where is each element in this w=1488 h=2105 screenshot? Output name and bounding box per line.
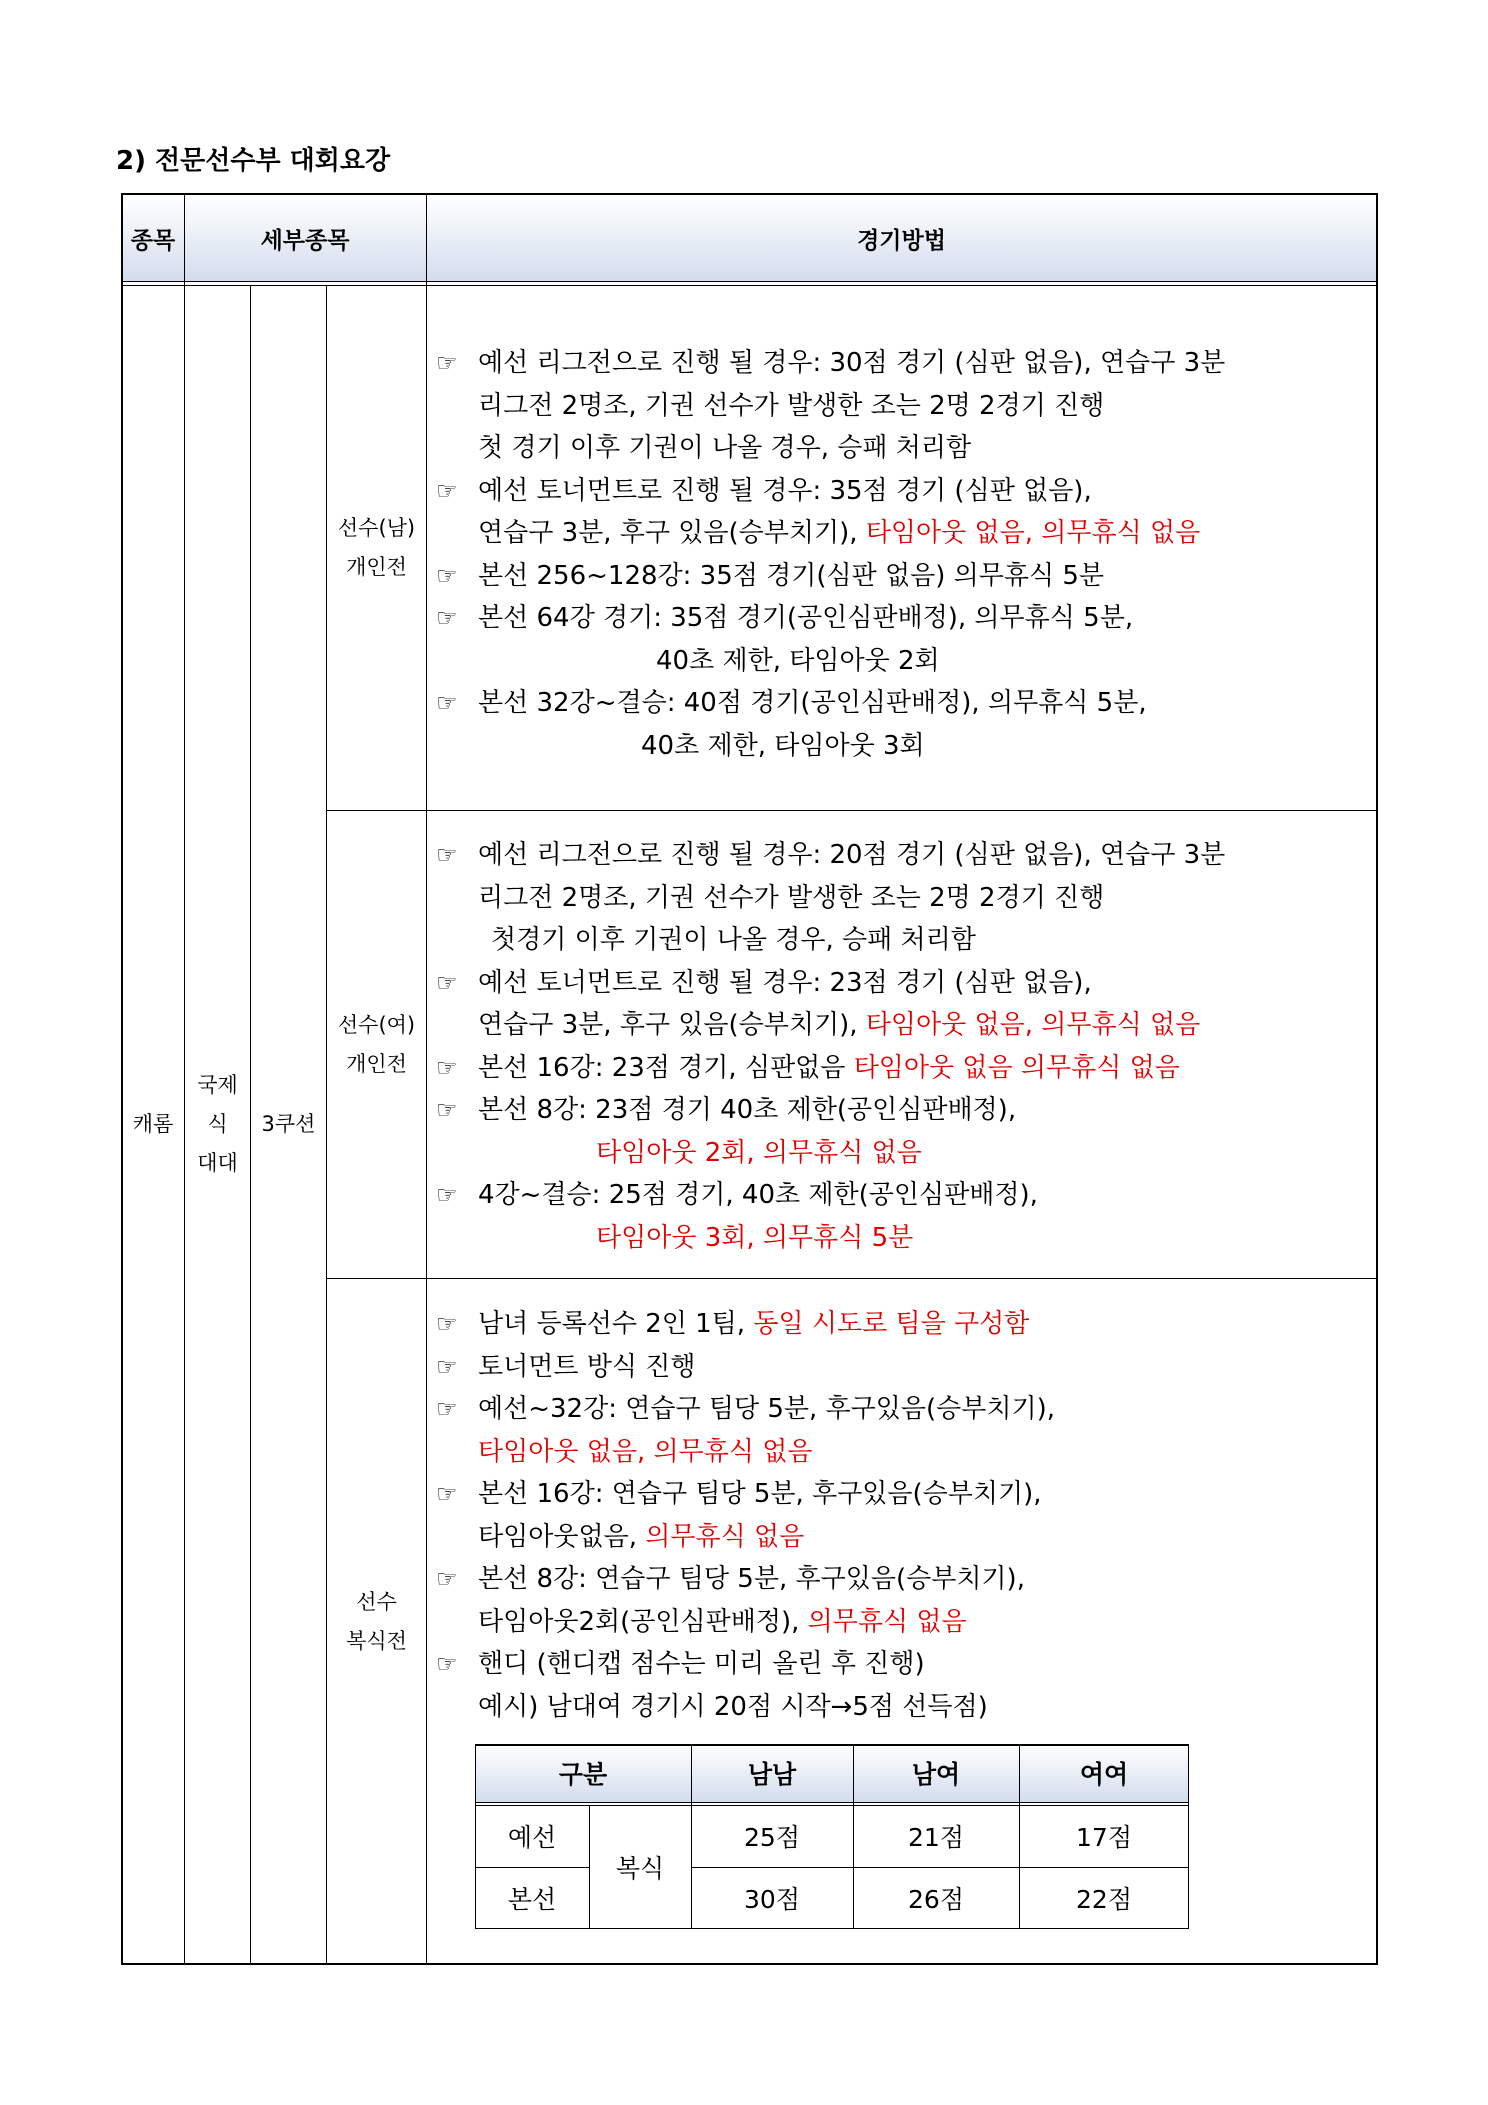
highlight-text: 타임아웃 없음, 의무휴식 없음: [865, 1010, 1201, 1040]
method-text: 첫 경기 이후 기권이 나올 경우, 승패 처리함: [478, 433, 972, 463]
method-line: [436, 1686, 1055, 1729]
method-line: [436, 385, 1225, 428]
pointing-hand-icon: ☞: [436, 1096, 458, 1124]
method-text: 본선 8강: 23점 경기 40초 제한(공인심판배정),: [478, 1095, 1017, 1125]
highlight-text: 의무휴식 없음: [807, 1606, 967, 1637]
method-line: [436, 1388, 1055, 1431]
header-event: 종목: [122, 194, 184, 282]
method-line: [436, 1217, 1225, 1260]
method-text: 타임아웃없음,: [478, 1521, 646, 1552]
method-text: 예선 토너먼트로 진행 될 경우: 35점 경기 (심판 없음),: [478, 475, 1092, 506]
pointing-hand-icon: ☞: [436, 349, 458, 377]
highlight-text: 타임아웃 없음, 의무휴식 없음: [865, 518, 1201, 548]
method-line: [436, 427, 1225, 470]
pointing-hand-icon: ☞: [436, 841, 458, 869]
highlight-text: 동일 시도로 팀을 구성함: [753, 1309, 1030, 1339]
method-line: [436, 1431, 1055, 1474]
pointing-hand-icon: ☞: [436, 1352, 458, 1381]
method-line: [436, 1643, 1055, 1686]
method-line: [436, 1132, 1225, 1175]
pointing-hand-icon: ☞: [436, 1650, 458, 1678]
method-women: [436, 834, 1225, 1259]
handicap-header-category: 구분: [475, 1744, 691, 1802]
method-text: 예선 토너먼트로 진행 될 경우: 23점 경기 (심판 없음),: [478, 967, 1092, 998]
highlight-text: 타임아웃 2회, 의무휴식 없음: [596, 1137, 922, 1168]
division-women-cell: 선수(여) 개인전: [337, 1012, 416, 1076]
handicap-type: 복식: [615, 1854, 665, 1883]
handicap-value: 26점: [908, 1885, 964, 1914]
method-line: [436, 640, 1225, 683]
method-text: 40초 제한, 타임아웃 2회: [656, 645, 940, 676]
pointing-hand-icon: ☞: [436, 1181, 458, 1209]
method-line: [436, 1174, 1225, 1217]
handicap-header-ww: 여여: [1019, 1744, 1189, 1802]
method-line: [436, 725, 1225, 768]
method-line: [436, 597, 1225, 640]
method-line: [436, 1004, 1225, 1047]
method-line: [436, 919, 1225, 962]
pointing-hand-icon: ☞: [436, 1053, 458, 1082]
handicap-header-mm: 남남: [691, 1744, 853, 1802]
handicap-value: 21점: [908, 1823, 964, 1852]
pointing-hand-icon: ☞: [436, 1310, 458, 1338]
category-cell: 국제 식 대대: [197, 1073, 238, 1175]
method-text: 본선 32강~결승: 40점 경기(공인심판배정), 의무휴식 5분,: [478, 688, 1147, 718]
method-line: [436, 1516, 1055, 1559]
pointing-hand-icon: ☞: [436, 1565, 458, 1593]
method-line: [436, 342, 1225, 385]
handicap-stage-main: 본선: [507, 1885, 557, 1914]
division-doubles-cell: 선수 복식전: [346, 1589, 407, 1653]
event-cell: 캐롬: [132, 1112, 174, 1136]
handicap-value: 25점: [744, 1823, 800, 1852]
pointing-hand-icon: ☞: [436, 476, 458, 505]
method-line: [436, 834, 1225, 877]
division-men-cell: 선수(남) 개인전: [337, 515, 416, 579]
method-text: 첫경기 이후 기권이 나올 경우, 승패 처리함: [491, 925, 976, 955]
method-text: 예선 리그전으로 진행 될 경우: 20점 경기 (심판 없음), 연습구 3분: [478, 840, 1226, 870]
method-line: [436, 470, 1225, 513]
handicap-value: 22점: [1076, 1885, 1132, 1914]
method-text: 본선 64강 경기: 35점 경기(공인심판배정), 의무휴식 5분,: [478, 603, 1134, 633]
method-line: [436, 1601, 1055, 1644]
method-men: [436, 342, 1225, 767]
method-text: 본선 16강: 23점 경기, 심판없음: [478, 1052, 854, 1083]
header-method: 경기방법: [426, 194, 1377, 282]
method-text: 연습구 3분, 후구 있음(승부치기),: [478, 1010, 866, 1040]
method-text: 40초 제한, 타임아웃 3회: [641, 730, 925, 761]
method-text: 연습구 3분, 후구 있음(승부치기),: [478, 518, 866, 548]
method-text: 예선~32강: 연습구 팀당 5분, 후구있음(승부치기),: [478, 1394, 1056, 1424]
handicap-value: 30점: [744, 1885, 800, 1914]
pointing-hand-icon: ☞: [436, 604, 458, 632]
highlight-text: 타임아웃 3회, 의무휴식 5분: [596, 1222, 914, 1253]
cushion-cell: 3쿠션: [261, 1112, 316, 1136]
pointing-hand-icon: ☞: [436, 1480, 458, 1508]
method-line: [436, 1047, 1225, 1090]
method-text: 리그전 2명조, 기권 선수가 발생한 조는 2명 2경기 진행: [478, 882, 1105, 913]
pointing-hand-icon: ☞: [436, 1395, 458, 1423]
handicap-table: [475, 1744, 1189, 1929]
method-line: [436, 877, 1225, 920]
method-doubles: [436, 1303, 1055, 1728]
method-text: 4강~결승: 25점 경기, 40초 제한(공인심판배정),: [478, 1180, 1038, 1210]
method-line: [436, 682, 1225, 725]
highlight-text: 타임아웃 없음 의무휴식 없음: [853, 1052, 1180, 1083]
method-line: [436, 1558, 1055, 1601]
highlight-text: 타임아웃 없음, 의무휴식 없음: [478, 1436, 813, 1467]
method-text: 남녀 등록선수 2인 1팀,: [478, 1309, 754, 1339]
page-heading: 2) 전문선수부 대회요강: [116, 146, 391, 176]
method-text: 예선 리그전으로 진행 될 경우: 30점 경기 (심판 없음), 연습구 3분: [478, 348, 1226, 378]
method-text: 본선 8강: 연습구 팀당 5분, 후구있음(승부치기),: [478, 1564, 1025, 1594]
handicap-header-mw: 남여: [853, 1744, 1019, 1802]
method-line: [436, 1089, 1225, 1132]
method-text: 본선 256~128강: 35점 경기(심판 없음) 의무휴식 5분: [478, 560, 1105, 591]
method-line: [436, 962, 1225, 1005]
highlight-text: 의무휴식 없음: [645, 1521, 805, 1552]
method-text: 타임아웃2회(공인심판배정),: [478, 1606, 808, 1637]
pointing-hand-icon: ☞: [436, 561, 458, 590]
method-text: 토너먼트 방식 진행: [478, 1351, 696, 1382]
method-line: [436, 1473, 1055, 1516]
method-line: [436, 1303, 1055, 1346]
pointing-hand-icon: ☞: [436, 689, 458, 717]
header-sub-event: 세부종목: [184, 194, 426, 282]
method-text: 본선 16강: 연습구 팀당 5분, 후구있음(승부치기),: [478, 1479, 1042, 1509]
pointing-hand-icon: ☞: [436, 968, 458, 997]
method-line: [436, 1346, 1055, 1389]
handicap-stage-prelim: 예선: [507, 1823, 557, 1852]
method-text: 예시) 남대여 경기시 20점 시작→5점 선득점): [478, 1691, 988, 1722]
handicap-value: 17점: [1076, 1823, 1132, 1852]
method-line: [436, 555, 1225, 598]
method-line: [436, 512, 1225, 555]
method-text: 핸디 (핸디캡 점수는 미리 올린 후 진행): [478, 1649, 925, 1679]
method-text: 리그전 2명조, 기권 선수가 발생한 조는 2명 2경기 진행: [478, 390, 1105, 421]
